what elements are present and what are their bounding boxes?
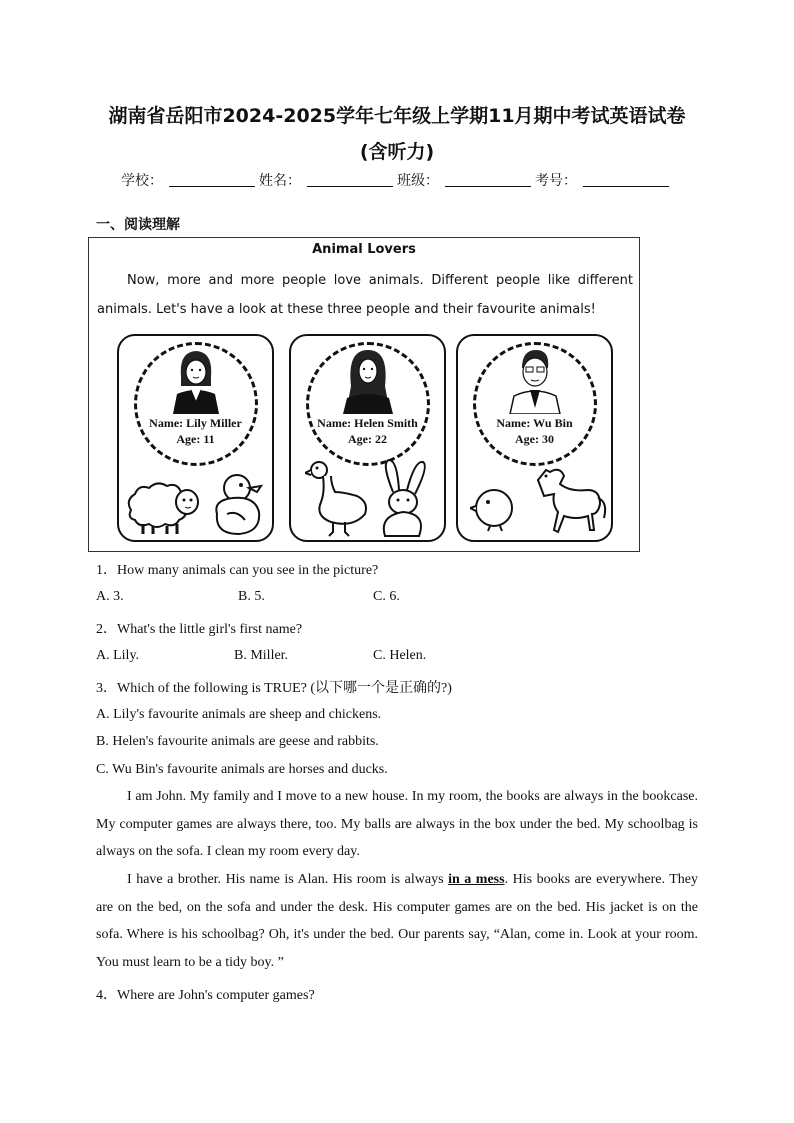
sheep-icon xyxy=(123,480,203,536)
person-age: Age: 30 xyxy=(515,432,554,446)
person-card-wubin xyxy=(456,334,613,542)
school-blank[interactable] xyxy=(169,172,255,187)
q3-option-a[interactable]: A. Lily's favourite animals are sheep and chickens. xyxy=(96,707,382,722)
rabbit-icon xyxy=(373,458,435,540)
question-3: 3．Which of the following is TRUE? (以下哪一个是正确的?) xyxy=(96,681,452,696)
q1-option-c[interactable]: C. 6. xyxy=(373,589,400,604)
student-info-row xyxy=(0,170,794,190)
paragraph2-text-end: . His books are everywhere. They are on the bed, on the sofa and under the desk. His computer games are on the bed. His jacket is on the sofa. Where is his schoolbag? Oh, it's under the bed. Our parents say, “Alan, come in. Look at your room. You must learn to be a tidy boy. ” xyxy=(96,872,699,970)
exam-title-line1: 湖南省岳阳市2024-2025学年七年级上学期11月期中考试英语试卷 xyxy=(108,105,686,127)
person-card-helen xyxy=(289,334,446,542)
class-label: 班级： xyxy=(397,173,439,189)
underlined-phrase: in a mess xyxy=(448,872,505,887)
question-4: 4．Where are John's computer games? xyxy=(96,988,315,1003)
exam-number-blank[interactable] xyxy=(583,172,669,187)
q2-option-c[interactable]: C. Helen. xyxy=(373,648,427,663)
q3-option-b[interactable]: B. Helen's favourite animals are geese and rabbits. xyxy=(96,734,379,749)
horse-icon xyxy=(532,462,608,536)
passage-intro: Now, more and more people love animals. Different people like different animals. Let's have a look at these three people and their favourite animals! xyxy=(97,273,633,317)
girl-portrait-icon xyxy=(167,346,225,414)
q3-option-c[interactable]: C. Wu Bin's favourite animals are horses and ducks. xyxy=(96,762,388,777)
passage-box xyxy=(88,237,640,552)
chick-icon xyxy=(470,482,520,532)
person-card-lily xyxy=(117,334,274,542)
exam-number-label: 考号： xyxy=(535,173,577,189)
passage-title: Animal Lovers xyxy=(312,242,416,257)
duck-icon xyxy=(207,470,267,538)
passage2-paragraph1: I am John. My family and I move to a new house. In my room, the books are always in the bookcase. My computer games are always there, too. My balls are always in the box under the bed. My schoolbag is always on the sofa. I clean my room every day. xyxy=(96,789,698,859)
person-name: Name: Helen Smith xyxy=(317,416,418,430)
class-blank[interactable] xyxy=(445,172,531,187)
q2-option-b[interactable]: B. Miller. xyxy=(234,648,289,663)
woman-portrait-icon xyxy=(339,346,397,414)
person-name: Name: Lily Miller xyxy=(149,416,242,430)
q1-option-b[interactable]: B. 5. xyxy=(238,589,265,604)
man-portrait-icon xyxy=(506,346,564,414)
q1-option-a[interactable]: A. 3. xyxy=(96,589,124,604)
person-age: Age: 22 xyxy=(348,432,387,446)
paragraph2-text-start: I have a brother. His name is Alan. His room is always xyxy=(127,872,449,887)
exam-title-line2: (含听力) xyxy=(359,141,435,163)
section-heading: 一、阅读理解 xyxy=(96,217,180,233)
passage2-paragraph2 xyxy=(96,866,698,976)
q2-option-a[interactable]: A. Lily. xyxy=(96,648,140,663)
question-1: 1．How many animals can you see in the picture? xyxy=(96,563,379,578)
name-blank[interactable] xyxy=(307,172,393,187)
name-label: 姓名： xyxy=(259,173,301,189)
person-age: Age: 11 xyxy=(176,432,215,446)
person-name: Name: Wu Bin xyxy=(496,416,573,430)
school-label: 学校： xyxy=(121,173,163,189)
goose-icon xyxy=(305,458,371,538)
question-2: 2．What's the little girl's first name? xyxy=(96,622,303,637)
